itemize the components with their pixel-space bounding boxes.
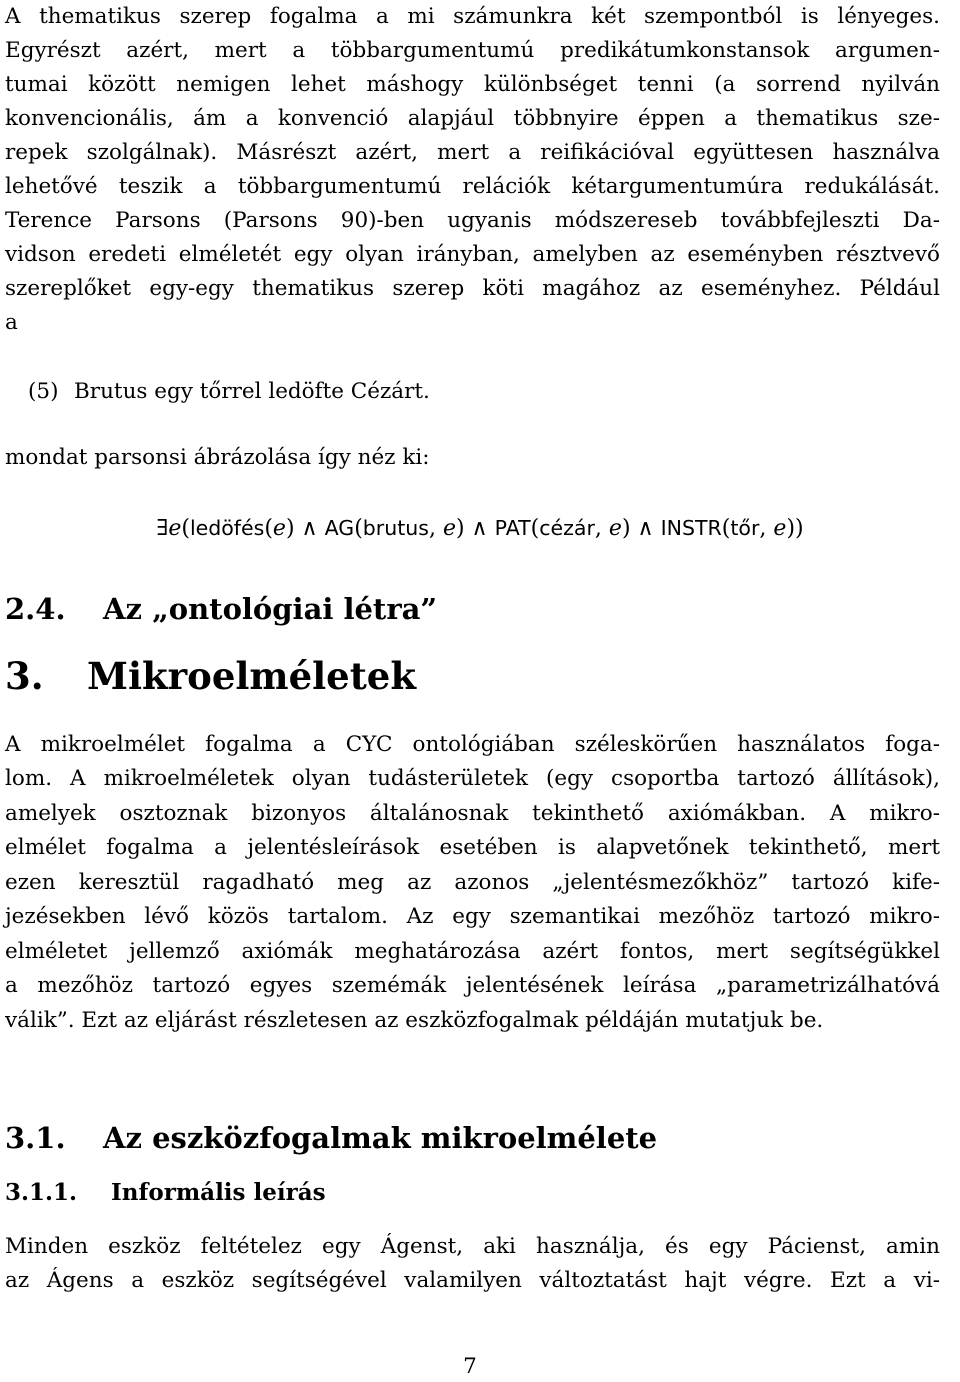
paragraph-line: szereplőket egy-egy thematikus szerep köti magához az eseményhez. Például [5,276,940,301]
and-symbol: ∧ [637,516,654,541]
formula-variable: e [168,516,182,541]
formula-variable: e [608,516,622,541]
paragraph-line: Egyrészt azért, mert a többargumentumú predikátumkonstansok argumen- [5,38,940,63]
formula-predicate: PAT [494,516,531,540]
paragraph-line: a [5,310,18,335]
paragraph-line: a mezőhöz tartozó egyes szemémák jelentésének leírása „parametrizálhatóvá [5,973,940,998]
subsection-number: 3.1.1. [5,1179,78,1206]
paragraph-line: jezésekben lévő közös tartalom. Az egy szemantikai mezőhöz tartozó mikro- [5,904,940,929]
exists-symbol: ∃ [156,516,169,541]
paragraph-line: A thematikus szerep fogalma a mi számunkra két szempontból is lényeges. [5,4,940,29]
paragraph-line: Terence Parsons (Parsons 90)-ben ugyanis módszereseb továbbfejleszti Da- [5,208,940,233]
paragraph-line: tumai között nemigen lehet máshogy különbséget tenni (a sorrend nyilván [5,72,940,97]
paragraph-line: lehetővé teszik a többargumentumú relációk kétargumentumúra redukálását. [5,174,940,199]
formula-variable: e [442,516,456,541]
formula-variable: e [773,516,787,541]
chapter-heading [5,652,416,700]
paragraph-line: elmélet fogalma a jelentésleírások esetében is alapvetőnek tekinthető, mert [5,835,940,860]
formula-constant: brutus [362,516,429,540]
and-symbol: ∧ [471,516,488,541]
paragraph-line: elméletet jellemző axiómák meghatározása azért fontos, mert segítségükkel [5,939,940,964]
example-number: (5) [28,379,59,404]
page-number: 7 [463,1354,477,1379]
subsection-heading [5,1176,326,1210]
formula-predicate: INSTR [660,516,722,540]
paragraph-line: Minden eszköz feltételez egy Ágenst, aki használja, és egy Pácienst, amin [5,1234,940,1259]
chapter-title: Mikroelméletek [87,654,416,698]
formula-predicate: AG [324,516,355,540]
section-title: Az eszközfogalmak mikroelmélete [103,1121,658,1155]
paragraph-line: repek szolgálnak). Másrészt azért, mert a reifikációval együttesen használva [5,140,940,165]
section-number: 2.4. [5,592,66,626]
formula-variable: e [272,516,286,541]
paragraph-line: válik”. Ezt az eljárást részletesen az eszközfogalmak példáján mutatjuk be. [5,1008,824,1033]
formula-constant: tőr [730,516,760,540]
chapter-number: 3. [5,654,44,698]
paragraph-line: amelyek osztoznak bizonyos általánosnak tekinthető axiómákban. A mikro- [5,801,940,826]
logic-formula: ∃e(ledöfés(e) ∧ AG(brutus, e) ∧ PAT(cézár, e) ∧ INSTR(tőr, e)) [156,516,804,541]
paragraph-line: A mikroelmélet fogalma a CYC ontológiában széleskörűen használatos foga- [5,732,940,757]
paragraph-line: lom. A mikroelméletek olyan tudásterületek (egy csoportba tartozó állítások), [5,766,940,791]
section-heading [5,589,437,629]
section-heading [5,1118,657,1158]
paragraph-line: ezen keresztül ragadható meg az azonos „jelentésmezőkhöz” tartozó kife- [5,870,940,895]
example-sentence: Brutus egy tőrrel ledöfte Cézárt. [74,379,430,404]
paragraph-line: mondat parsonsi ábrázolása így néz ki: [5,445,430,470]
formula-constant: cézár [539,516,595,540]
and-symbol: ∧ [301,516,318,541]
paragraph-line: konvencionális, ám a konvenció alapjául többnyire éppen a thematikus sze- [5,106,940,131]
paragraph-line: az Ágens a eszköz segítségével valamilyen változtatást hajt végre. Ezt a vi- [5,1268,940,1293]
subsection-title: Informális leírás [111,1179,326,1206]
section-title: Az „ontológiai létra” [103,592,438,626]
paragraph-line: vidson eredeti elméletét egy olyan irányban, amelyben az eseményben résztvevő [5,242,940,267]
section-number: 3.1. [5,1121,66,1155]
formula-predicate: ledöfés [189,516,265,540]
